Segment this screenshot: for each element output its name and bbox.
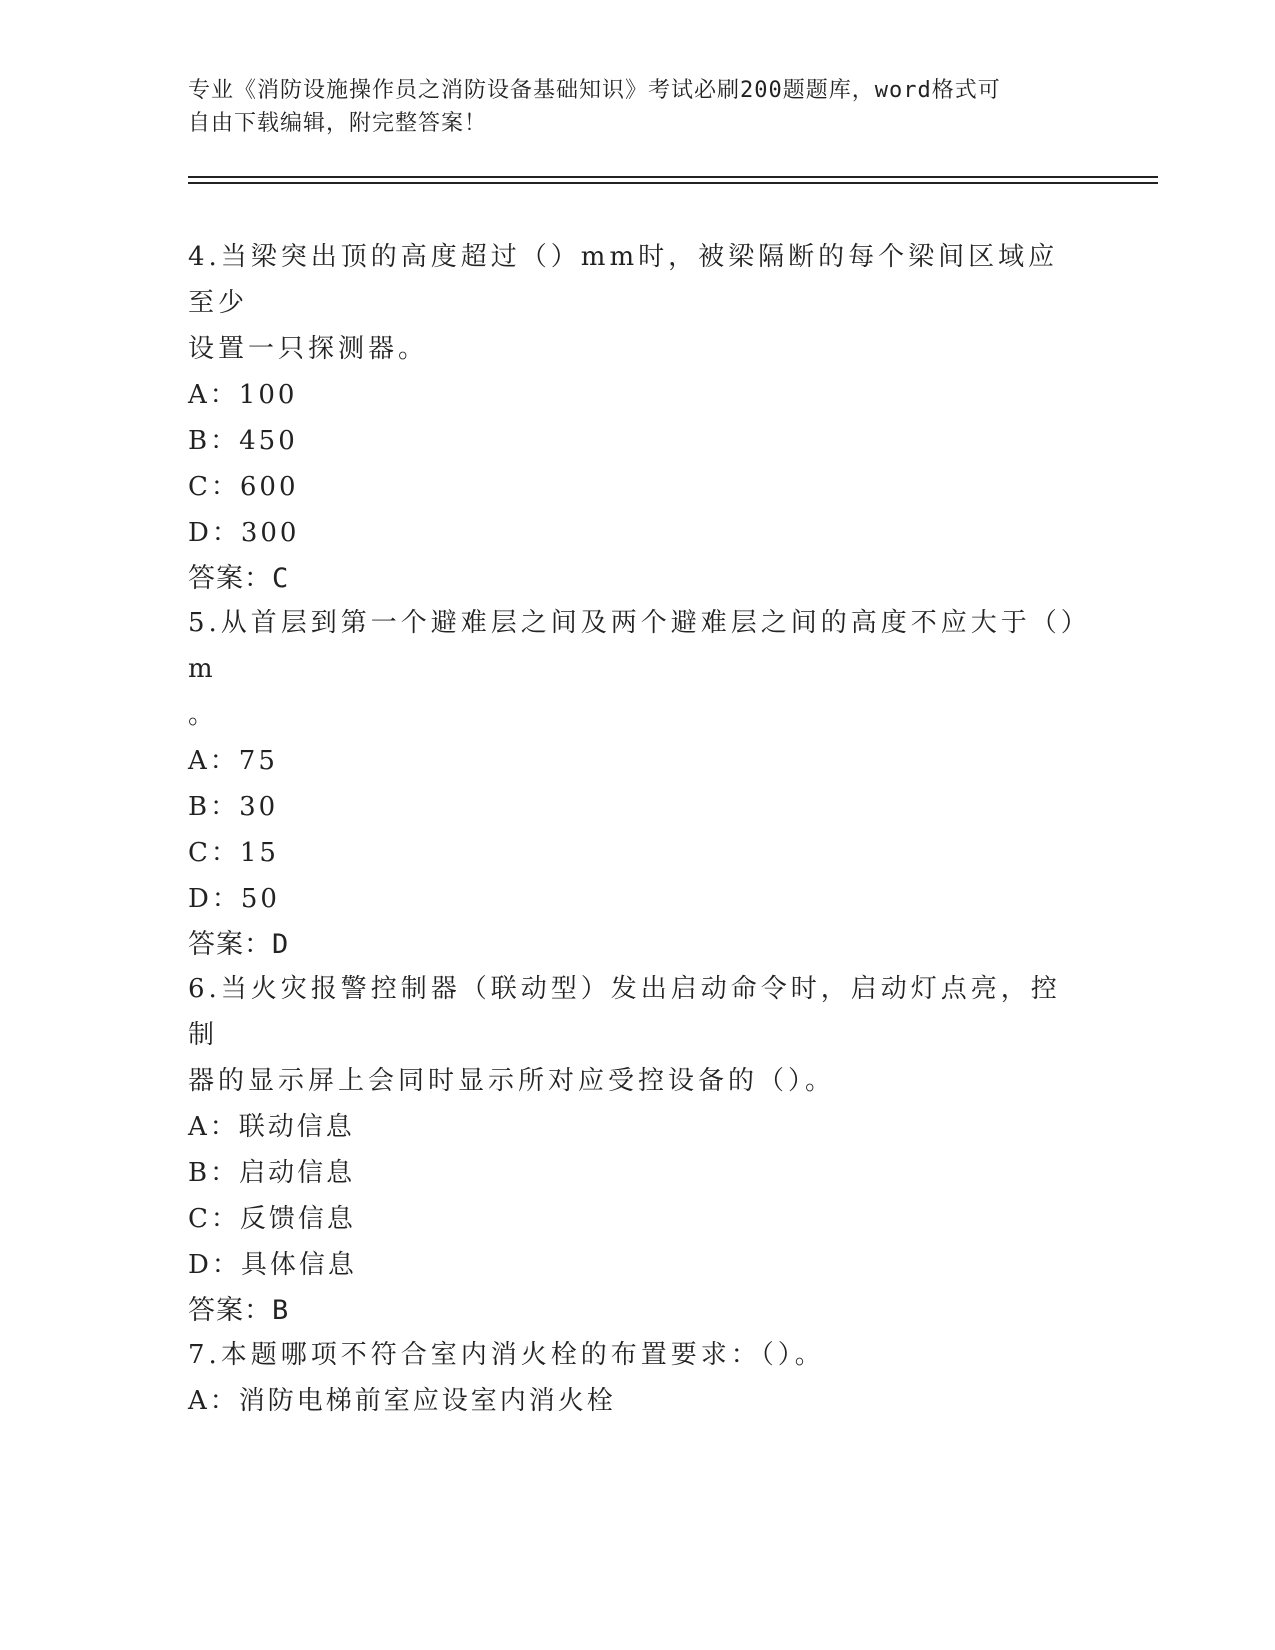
option-b: B：450: [188, 426, 298, 456]
question-7: [188, 1332, 1088, 1424]
answer-label: 答案: [188, 929, 244, 960]
answer-line: [188, 922, 1088, 968]
option-b: B：启动信息: [188, 1158, 356, 1188]
answer-label: 答案: [188, 563, 244, 594]
question-stem-line: 设置一只探测器。: [188, 334, 429, 364]
option-a: A：联动信息: [188, 1112, 355, 1142]
option-c: C：15: [188, 838, 279, 868]
question-stem-line: 4.当梁突出顶的高度超过（）mm时，被梁隔断的每个梁间区域应至少: [188, 242, 1059, 318]
question-stem-line: 7.本题哪项不符合室内消火栓的布置要求：（）。: [188, 1340, 825, 1370]
header-divider-top: [188, 176, 1158, 178]
question-5: [188, 600, 1088, 968]
header-line-1: 专业《消防设施操作员之消防设备基础知识》考试必刷200题题库，word格式可: [188, 78, 1001, 103]
option-a: A：消防电梯前室应设室内消火栓: [188, 1386, 616, 1416]
answer-value: C: [272, 563, 290, 594]
answer-value: B: [272, 1295, 290, 1326]
answer-value: D: [272, 929, 290, 960]
header-line-2: 自由下载编辑，附完整答案！: [188, 111, 488, 136]
question-stem-line: 器的显示屏上会同时显示所对应受控设备的（）。: [188, 1066, 836, 1096]
answer-separator: ：: [244, 929, 272, 960]
question-stem-line: 5.从首层到第一个避难层之间及两个避难层之间的高度不应大于（）m: [188, 608, 1078, 684]
question-4: [188, 234, 1088, 602]
option-d: D：具体信息: [188, 1250, 357, 1280]
option-a: A：75: [188, 746, 278, 776]
answer-line: [188, 1288, 1088, 1334]
answer-separator: ：: [244, 1295, 272, 1326]
header-divider-bottom: [188, 182, 1158, 184]
question-stem-line: 6.当火灾报警控制器（联动型）发出启动命令时，启动灯点亮，控制: [188, 974, 1061, 1050]
option-b: B：30: [188, 792, 279, 822]
option-d: D：50: [188, 884, 280, 914]
answer-label: 答案: [188, 1295, 244, 1326]
option-c: C：反馈信息: [188, 1204, 356, 1234]
option-a: A：100: [188, 380, 298, 410]
question-stem-line: 。: [188, 700, 219, 730]
answer-separator: ：: [244, 563, 272, 594]
answer-line: [188, 556, 1088, 602]
option-c: C：600: [188, 472, 299, 502]
document-header: [188, 74, 1068, 140]
question-6: [188, 966, 1088, 1334]
option-d: D：300: [188, 518, 300, 548]
